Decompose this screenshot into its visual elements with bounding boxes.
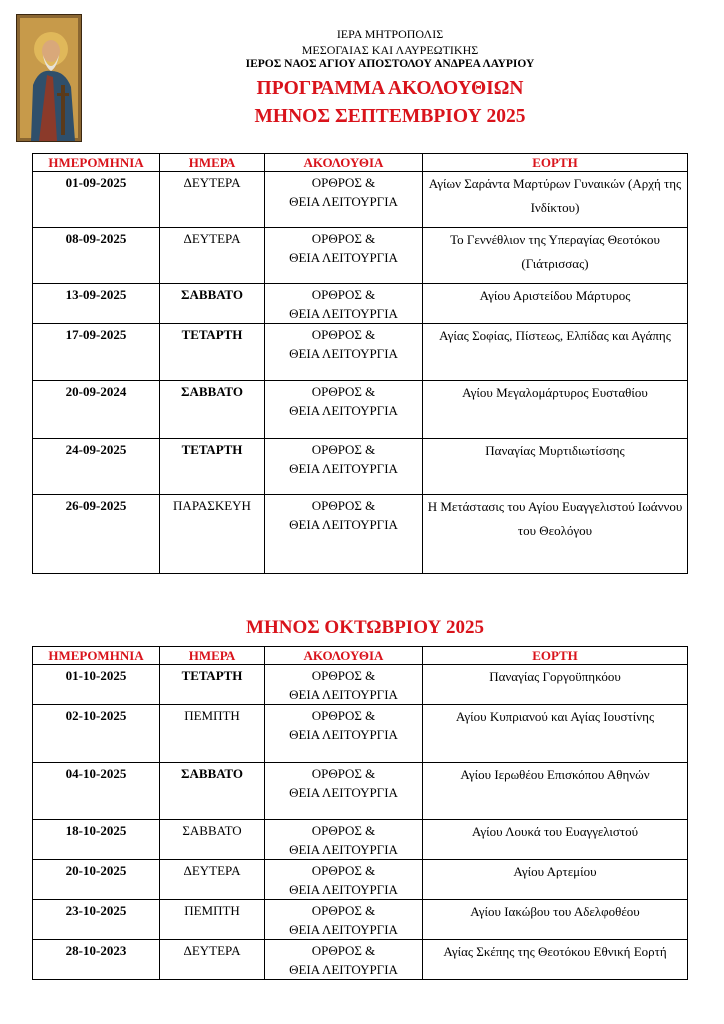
date-cell: 23-10-2025 xyxy=(33,900,160,940)
service-line-liturgy: ΘΕΙΑ ΛΕΙΤΟΥΡΓΙΑ xyxy=(289,687,398,702)
column-header-date: ΗΜΕΡΟΜΗΝΙΑ xyxy=(33,154,160,172)
service-line-liturgy: ΘΕΙΑ ΛΕΙΤΟΥΡΓΙΑ xyxy=(289,346,398,361)
feast-cell: Παναγίας Γοργοϋπηκόου xyxy=(423,665,688,705)
feast-cell: Αγίου Αρτεμίου xyxy=(423,860,688,900)
service-line-orthros: ΟΡΘΡΟΣ & xyxy=(311,231,376,246)
table-row xyxy=(33,172,688,228)
day-cell: ΣΑΒΒΑΤΟ xyxy=(160,381,265,439)
table-row xyxy=(33,284,688,324)
service-cell xyxy=(265,820,423,860)
page-title: ΠΡΟΓΡΑΜΜΑ ΑΚΟΛΟΥΘΙΩΝ xyxy=(256,78,524,99)
column-header-date: ΗΜΕΡΟΜΗΝΙΑ xyxy=(33,647,160,665)
service-cell xyxy=(265,860,423,900)
feast-cell: Αγίας Σκέπης της Θεοτόκου Εθνική Εορτή xyxy=(423,940,688,980)
date-cell: 26-09-2025 xyxy=(33,495,160,574)
date-cell: 01-10-2025 xyxy=(33,665,160,705)
service-line-orthros: ΟΡΘΡΟΣ & xyxy=(311,668,376,683)
date-cell: 28-10-2023 xyxy=(33,940,160,980)
date-cell: 04-10-2025 xyxy=(33,763,160,820)
service-line-liturgy: ΘΕΙΑ ΛΕΙΤΟΥΡΓΙΑ xyxy=(289,250,398,265)
day-cell: ΔΕΥΤΕΡΑ xyxy=(160,940,265,980)
service-line-orthros: ΟΡΘΡΟΣ & xyxy=(311,823,376,838)
service-cell xyxy=(265,900,423,940)
header-metropolis: ΙΕΡΑ ΜΗΤΡΟΠΟΛΙΣ xyxy=(336,27,444,41)
service-cell xyxy=(265,439,423,495)
table-row xyxy=(33,228,688,284)
service-line-orthros: ΟΡΘΡΟΣ & xyxy=(311,327,376,342)
service-line-orthros: ΟΡΘΡΟΣ & xyxy=(311,384,376,399)
service-cell xyxy=(265,172,423,228)
date-cell: 01-09-2025 xyxy=(33,172,160,228)
column-header-day: ΗΜΕΡΑ xyxy=(160,647,265,665)
date-cell: 17-09-2025 xyxy=(33,324,160,381)
table-row xyxy=(33,763,688,820)
service-cell xyxy=(265,228,423,284)
service-cell xyxy=(265,495,423,574)
feast-cell: Αγίου Ιακώβου του Αδελφοθέου xyxy=(423,900,688,940)
table-row xyxy=(33,495,688,574)
service-line-orthros: ΟΡΘΡΟΣ & xyxy=(311,708,376,723)
september-title: ΜΗΝΟΣ ΣΕΠΤΕΜΒΡΙΟΥ 2025 xyxy=(254,106,526,127)
day-cell: ΤΕΤΑΡΤΗ xyxy=(160,439,265,495)
day-cell: ΤΕΤΑΡΤΗ xyxy=(160,665,265,705)
feast-cell: Αγίου Ιερωθέου Επισκόπου Αθηνών xyxy=(423,763,688,820)
service-cell xyxy=(265,763,423,820)
table-row xyxy=(33,940,688,980)
feast-cell: Αγίου Μεγαλομάρτυρος Ευσταθίου xyxy=(423,381,688,439)
header-church: ΙΕΡΟΣ ΝΑΟΣ ΑΓΙΟΥ ΑΠΟΣΤΟΛΟΥ ΑΝΔΡΕΑ ΛΑΥΡΙΟΥ xyxy=(245,58,535,70)
service-cell xyxy=(265,284,423,324)
header-region: ΜΕΣΟΓΑΙΑΣ ΚΑΙ ΛΑΥΡΕΩΤΙΚΗΣ xyxy=(301,43,479,57)
column-header-service: ΑΚΟΛΟΥΘΙΑ xyxy=(265,154,423,172)
column-header-service: ΑΚΟΛΟΥΘΙΑ xyxy=(265,647,423,665)
feast-cell: Παναγίας Μυρτιδιωτίσσης xyxy=(423,439,688,495)
column-header-feast: ΕΟΡΤΗ xyxy=(423,154,688,172)
service-line-liturgy: ΘΕΙΑ ΛΕΙΤΟΥΡΓΙΑ xyxy=(289,922,398,937)
september-schedule-table xyxy=(32,153,688,574)
service-cell xyxy=(265,940,423,980)
day-cell: ΣΑΒΒΑΤΟ xyxy=(160,284,265,324)
service-cell xyxy=(265,324,423,381)
feast-cell: Η Μετάστασις του Αγίου Ευαγγελιστού Ιωάννου του Θεολόγου xyxy=(423,495,688,574)
service-line-liturgy: ΘΕΙΑ ΛΕΙΤΟΥΡΓΙΑ xyxy=(289,842,398,857)
october-schedule-table xyxy=(32,646,688,980)
service-line-liturgy: ΘΕΙΑ ΛΕΙΤΟΥΡΓΙΑ xyxy=(289,461,398,476)
service-line-liturgy: ΘΕΙΑ ΛΕΙΤΟΥΡΓΙΑ xyxy=(289,962,398,977)
date-cell: 18-10-2025 xyxy=(33,820,160,860)
day-cell: ΤΕΤΑΡΤΗ xyxy=(160,324,265,381)
date-cell: 13-09-2025 xyxy=(33,284,160,324)
day-cell: ΠΑΡΑΣΚΕΥΗ xyxy=(160,495,265,574)
service-line-orthros: ΟΡΘΡΟΣ & xyxy=(311,903,376,918)
service-line-orthros: ΟΡΘΡΟΣ & xyxy=(311,498,376,513)
column-header-day: ΗΜΕΡΑ xyxy=(160,154,265,172)
day-cell: ΣΑΒΒΑΤΟ xyxy=(160,763,265,820)
date-cell: 20-10-2025 xyxy=(33,860,160,900)
table-header-row xyxy=(33,154,688,172)
service-line-orthros: ΟΡΘΡΟΣ & xyxy=(311,175,376,190)
table-row xyxy=(33,705,688,763)
table-header-row xyxy=(33,647,688,665)
day-cell: ΠΕΜΠΤΗ xyxy=(160,705,265,763)
service-cell xyxy=(265,705,423,763)
table-row xyxy=(33,439,688,495)
day-cell: ΔΕΥΤΕΡΑ xyxy=(160,860,265,900)
service-line-liturgy: ΘΕΙΑ ΛΕΙΤΟΥΡΓΙΑ xyxy=(289,785,398,800)
service-line-liturgy: ΘΕΙΑ ΛΕΙΤΟΥΡΓΙΑ xyxy=(289,517,398,532)
service-line-orthros: ΟΡΘΡΟΣ & xyxy=(311,442,376,457)
saint-andrew-icon xyxy=(16,14,82,142)
table-row xyxy=(33,820,688,860)
feast-cell: Αγίου Κυπριανού και Αγίας Ιουστίνης xyxy=(423,705,688,763)
table-row xyxy=(33,900,688,940)
table-row xyxy=(33,381,688,439)
day-cell: ΠΕΜΠΤΗ xyxy=(160,900,265,940)
table-row xyxy=(33,665,688,705)
service-line-liturgy: ΘΕΙΑ ΛΕΙΤΟΥΡΓΙΑ xyxy=(289,403,398,418)
feast-cell: Το Γεννέθλιον της Υπεραγίας Θεοτόκου (Γιάτρισσας) xyxy=(423,228,688,284)
date-cell: 02-10-2025 xyxy=(33,705,160,763)
service-line-liturgy: ΘΕΙΑ ΛΕΙΤΟΥΡΓΙΑ xyxy=(289,727,398,742)
day-cell: ΔΕΥΤΕΡΑ xyxy=(160,228,265,284)
service-line-orthros: ΟΡΘΡΟΣ & xyxy=(311,863,376,878)
service-line-orthros: ΟΡΘΡΟΣ & xyxy=(311,287,376,302)
table-row xyxy=(33,324,688,381)
date-cell: 20-09-2024 xyxy=(33,381,160,439)
table-row xyxy=(33,860,688,900)
date-cell: 24-09-2025 xyxy=(33,439,160,495)
service-line-orthros: ΟΡΘΡΟΣ & xyxy=(311,943,376,958)
service-cell xyxy=(265,665,423,705)
column-header-feast: ΕΟΡΤΗ xyxy=(423,647,688,665)
service-line-liturgy: ΘΕΙΑ ΛΕΙΤΟΥΡΓΙΑ xyxy=(289,194,398,209)
service-line-liturgy: ΘΕΙΑ ΛΕΙΤΟΥΡΓΙΑ xyxy=(289,306,398,321)
feast-cell: Αγίου Λουκά του Ευαγγελιστού xyxy=(423,820,688,860)
service-line-liturgy: ΘΕΙΑ ΛΕΙΤΟΥΡΓΙΑ xyxy=(289,882,398,897)
service-cell xyxy=(265,381,423,439)
day-cell: ΣΑΒΒΑΤΟ xyxy=(160,820,265,860)
service-line-orthros: ΟΡΘΡΟΣ & xyxy=(311,766,376,781)
feast-cell: Αγίων Σαράντα Μαρτύρων Γυναικών (Αρχή της Ινδίκτου) xyxy=(423,172,688,228)
feast-cell: Αγίας Σοφίας, Πίστεως, Ελπίδας και Αγάπης xyxy=(423,324,688,381)
day-cell: ΔΕΥΤΕΡΑ xyxy=(160,172,265,228)
feast-cell: Αγίου Αριστείδου Μάρτυρος xyxy=(423,284,688,324)
date-cell: 08-09-2025 xyxy=(33,228,160,284)
october-title: ΜΗΝΟΣ ΟΚΤΩΒΡΙΟΥ 2025 xyxy=(246,617,484,638)
